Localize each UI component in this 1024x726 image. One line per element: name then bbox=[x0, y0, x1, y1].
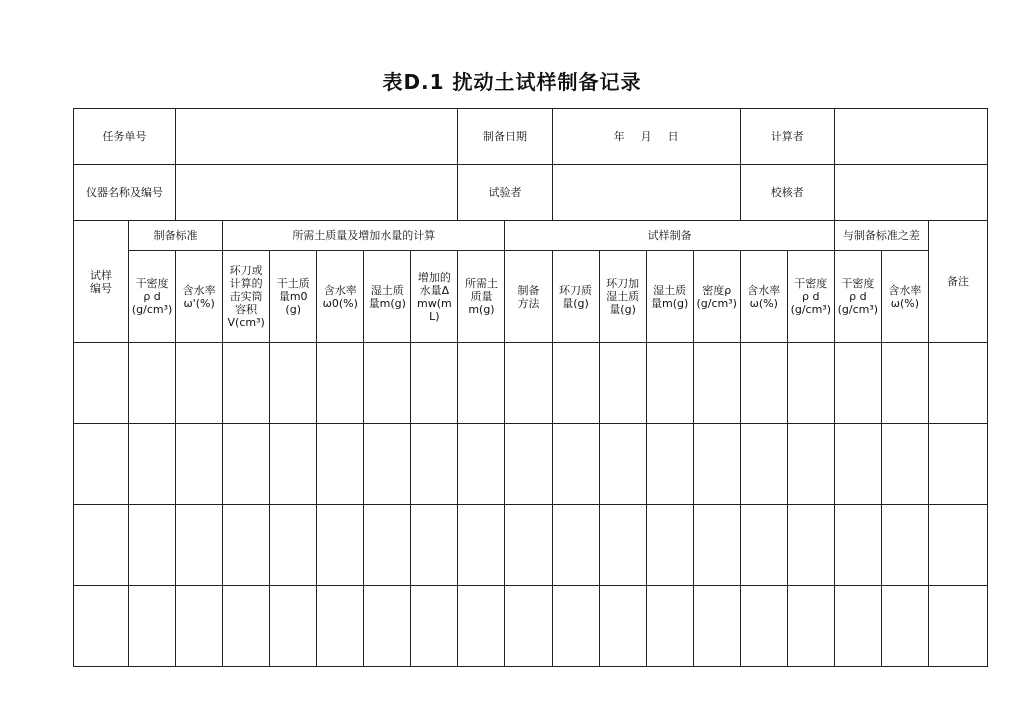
table-cell[interactable] bbox=[505, 424, 552, 505]
group-header-row bbox=[74, 221, 988, 251]
sample-no-text: 试样 编号 bbox=[90, 268, 113, 295]
table-cell[interactable] bbox=[928, 586, 987, 667]
date-month: 月 bbox=[640, 130, 652, 143]
table-row bbox=[74, 343, 988, 424]
table-cell[interactable] bbox=[881, 424, 928, 505]
checker-field[interactable] bbox=[834, 165, 987, 221]
col-prep-water-text: 含水率 ω(%) bbox=[747, 283, 781, 310]
col-prep-dry-density-text: 干密度 ρ d (g/cm³) bbox=[790, 277, 832, 316]
table-cell[interactable] bbox=[834, 505, 881, 586]
col-dry-mass bbox=[270, 251, 317, 343]
table-cell[interactable] bbox=[787, 586, 834, 667]
checker-label: 校核者 bbox=[740, 165, 834, 221]
table-cell[interactable] bbox=[646, 424, 693, 505]
col-std-water-text: 含水率 ω'(%) bbox=[182, 283, 216, 310]
table-cell[interactable] bbox=[223, 505, 270, 586]
task-no-field[interactable] bbox=[176, 109, 458, 165]
col-prep-water bbox=[740, 251, 787, 343]
tester-label: 试验者 bbox=[458, 165, 552, 221]
date-year: 年 bbox=[613, 130, 625, 143]
mass-calc-header: 所需土质量及增加水量的计算 bbox=[223, 221, 505, 251]
col-required-mass-text: 所需土 质量 m(g) bbox=[464, 277, 498, 316]
table-cell[interactable] bbox=[129, 424, 176, 505]
table-cell[interactable] bbox=[223, 586, 270, 667]
table-cell[interactable] bbox=[74, 343, 129, 424]
table-cell[interactable] bbox=[834, 424, 881, 505]
table-cell[interactable] bbox=[881, 343, 928, 424]
table-cell[interactable] bbox=[552, 586, 599, 667]
table-cell[interactable] bbox=[317, 586, 364, 667]
table-cell[interactable] bbox=[740, 424, 787, 505]
table-cell[interactable] bbox=[599, 586, 646, 667]
table-cell[interactable] bbox=[552, 343, 599, 424]
table-cell[interactable] bbox=[270, 343, 317, 424]
table-cell[interactable] bbox=[364, 505, 411, 586]
table-cell[interactable] bbox=[74, 505, 129, 586]
calculator-label: 计算者 bbox=[740, 109, 834, 165]
table-cell[interactable] bbox=[270, 424, 317, 505]
col-ring-mass-text: 环刀质 量(g) bbox=[559, 283, 593, 310]
prep-standard-header: 制备标准 bbox=[129, 221, 223, 251]
page-title: 表D.1 扰动土试样制备记录 bbox=[382, 70, 642, 94]
instrument-label: 仪器名称及编号 bbox=[74, 165, 176, 221]
sample-prep-record-table bbox=[73, 108, 988, 667]
col-calc-water bbox=[317, 251, 364, 343]
table-cell[interactable] bbox=[646, 505, 693, 586]
col-dry-mass-text: 干土质 量m0(g) bbox=[276, 277, 310, 316]
col-prep-dry-density bbox=[787, 251, 834, 343]
col-std-dry-density-text: 干密度 ρ d (g/cm³) bbox=[131, 277, 173, 316]
table-cell[interactable] bbox=[317, 505, 364, 586]
table-cell[interactable] bbox=[176, 505, 223, 586]
table-cell[interactable] bbox=[693, 424, 740, 505]
sample-prep-header: 试样制备 bbox=[505, 221, 834, 251]
col-prep-method-text: 制备 方法 bbox=[517, 283, 540, 310]
table-cell[interactable] bbox=[505, 505, 552, 586]
table-cell[interactable] bbox=[74, 586, 129, 667]
table-cell[interactable] bbox=[411, 505, 458, 586]
table-cell[interactable] bbox=[176, 343, 223, 424]
table-cell[interactable] bbox=[599, 343, 646, 424]
col-prep-wet-mass-text: 湿土质 量m(g) bbox=[651, 283, 689, 310]
table-cell[interactable] bbox=[646, 343, 693, 424]
table-cell[interactable] bbox=[740, 343, 787, 424]
table-cell[interactable] bbox=[740, 505, 787, 586]
col-ring-wet-mass-text: 环刀加 湿土质 量(g) bbox=[606, 277, 640, 316]
task-no-label: 任务单号 bbox=[74, 109, 176, 165]
table-cell[interactable] bbox=[787, 343, 834, 424]
table-cell[interactable] bbox=[411, 424, 458, 505]
table-cell[interactable] bbox=[599, 424, 646, 505]
table-cell[interactable] bbox=[411, 343, 458, 424]
table-cell[interactable] bbox=[881, 505, 928, 586]
col-density-text: 密度ρ (g/cm³) bbox=[696, 283, 737, 310]
table-cell[interactable] bbox=[552, 505, 599, 586]
table-cell[interactable] bbox=[505, 343, 552, 424]
table-cell[interactable] bbox=[176, 424, 223, 505]
table-cell[interactable] bbox=[505, 586, 552, 667]
table-cell[interactable] bbox=[270, 505, 317, 586]
col-added-water-text: 增加的 水量Δ mw(mL) bbox=[417, 270, 452, 323]
col-std-water bbox=[176, 251, 223, 343]
col-calc-water-text: 含水率 ω0(%) bbox=[322, 283, 358, 310]
col-prep-wet-mass bbox=[646, 251, 693, 343]
table-cell[interactable] bbox=[270, 586, 317, 667]
table-cell[interactable] bbox=[317, 424, 364, 505]
col-volume-text: 环刀或 计算的 击实筒 容积 V(cm³) bbox=[227, 264, 265, 329]
col-std-dry-density bbox=[129, 251, 176, 343]
table-cell[interactable] bbox=[928, 424, 987, 505]
calculator-field[interactable] bbox=[834, 109, 987, 165]
table-cell[interactable] bbox=[129, 343, 176, 424]
table-cell[interactable] bbox=[881, 586, 928, 667]
table-cell[interactable] bbox=[740, 586, 787, 667]
diff-header: 与制备标准之差 bbox=[834, 221, 928, 251]
table-cell[interactable] bbox=[364, 586, 411, 667]
table-cell[interactable] bbox=[787, 424, 834, 505]
col-diff-dry-density bbox=[834, 251, 881, 343]
table-cell[interactable] bbox=[646, 586, 693, 667]
table-row bbox=[74, 505, 988, 586]
col-ring-mass bbox=[552, 251, 599, 343]
table-cell[interactable] bbox=[129, 505, 176, 586]
table-cell[interactable] bbox=[411, 586, 458, 667]
table-cell[interactable] bbox=[928, 343, 987, 424]
col-wet-mass bbox=[364, 251, 411, 343]
table-row bbox=[74, 586, 988, 667]
col-density bbox=[693, 251, 740, 343]
col-ring-wet-mass bbox=[599, 251, 646, 343]
col-diff-water bbox=[881, 251, 928, 343]
col-diff-water-text: 含水率 ω(%) bbox=[888, 283, 922, 310]
col-wet-mass-text: 湿土质 量m(g) bbox=[368, 283, 406, 310]
table-cell[interactable] bbox=[834, 343, 881, 424]
table-cell[interactable] bbox=[693, 505, 740, 586]
table-cell[interactable] bbox=[458, 343, 505, 424]
table-cell[interactable] bbox=[458, 586, 505, 667]
instrument-field[interactable] bbox=[176, 165, 458, 221]
table-row bbox=[74, 424, 988, 505]
table-cell[interactable] bbox=[176, 586, 223, 667]
table-cell[interactable] bbox=[129, 586, 176, 667]
info-row-1 bbox=[74, 109, 988, 165]
date-day: 日 bbox=[667, 130, 679, 143]
info-row-2 bbox=[74, 165, 988, 221]
prep-date-label: 制备日期 bbox=[458, 109, 552, 165]
table-cell[interactable] bbox=[364, 343, 411, 424]
prep-date-field[interactable] bbox=[552, 109, 740, 165]
remark-header: 备注 bbox=[928, 221, 987, 343]
col-prep-method bbox=[505, 251, 552, 343]
table-cell[interactable] bbox=[928, 505, 987, 586]
table-cell[interactable] bbox=[458, 505, 505, 586]
table-cell[interactable] bbox=[693, 343, 740, 424]
table-cell[interactable] bbox=[223, 424, 270, 505]
table-cell[interactable] bbox=[364, 424, 411, 505]
col-required-mass bbox=[458, 251, 505, 343]
table-cell[interactable] bbox=[693, 586, 740, 667]
col-added-water bbox=[411, 251, 458, 343]
col-volume bbox=[223, 251, 270, 343]
table-cell[interactable] bbox=[552, 424, 599, 505]
tester-field[interactable] bbox=[552, 165, 740, 221]
sample-no-header bbox=[74, 221, 129, 343]
table-cell[interactable] bbox=[74, 424, 129, 505]
table-cell[interactable] bbox=[223, 343, 270, 424]
table-cell[interactable] bbox=[317, 343, 364, 424]
table-cell[interactable] bbox=[599, 505, 646, 586]
table-cell[interactable] bbox=[458, 424, 505, 505]
col-diff-dry-density-text: 干密度 ρ d (g/cm³) bbox=[837, 277, 879, 316]
table-cell[interactable] bbox=[787, 505, 834, 586]
column-header-row bbox=[74, 251, 988, 343]
table-cell[interactable] bbox=[834, 586, 881, 667]
